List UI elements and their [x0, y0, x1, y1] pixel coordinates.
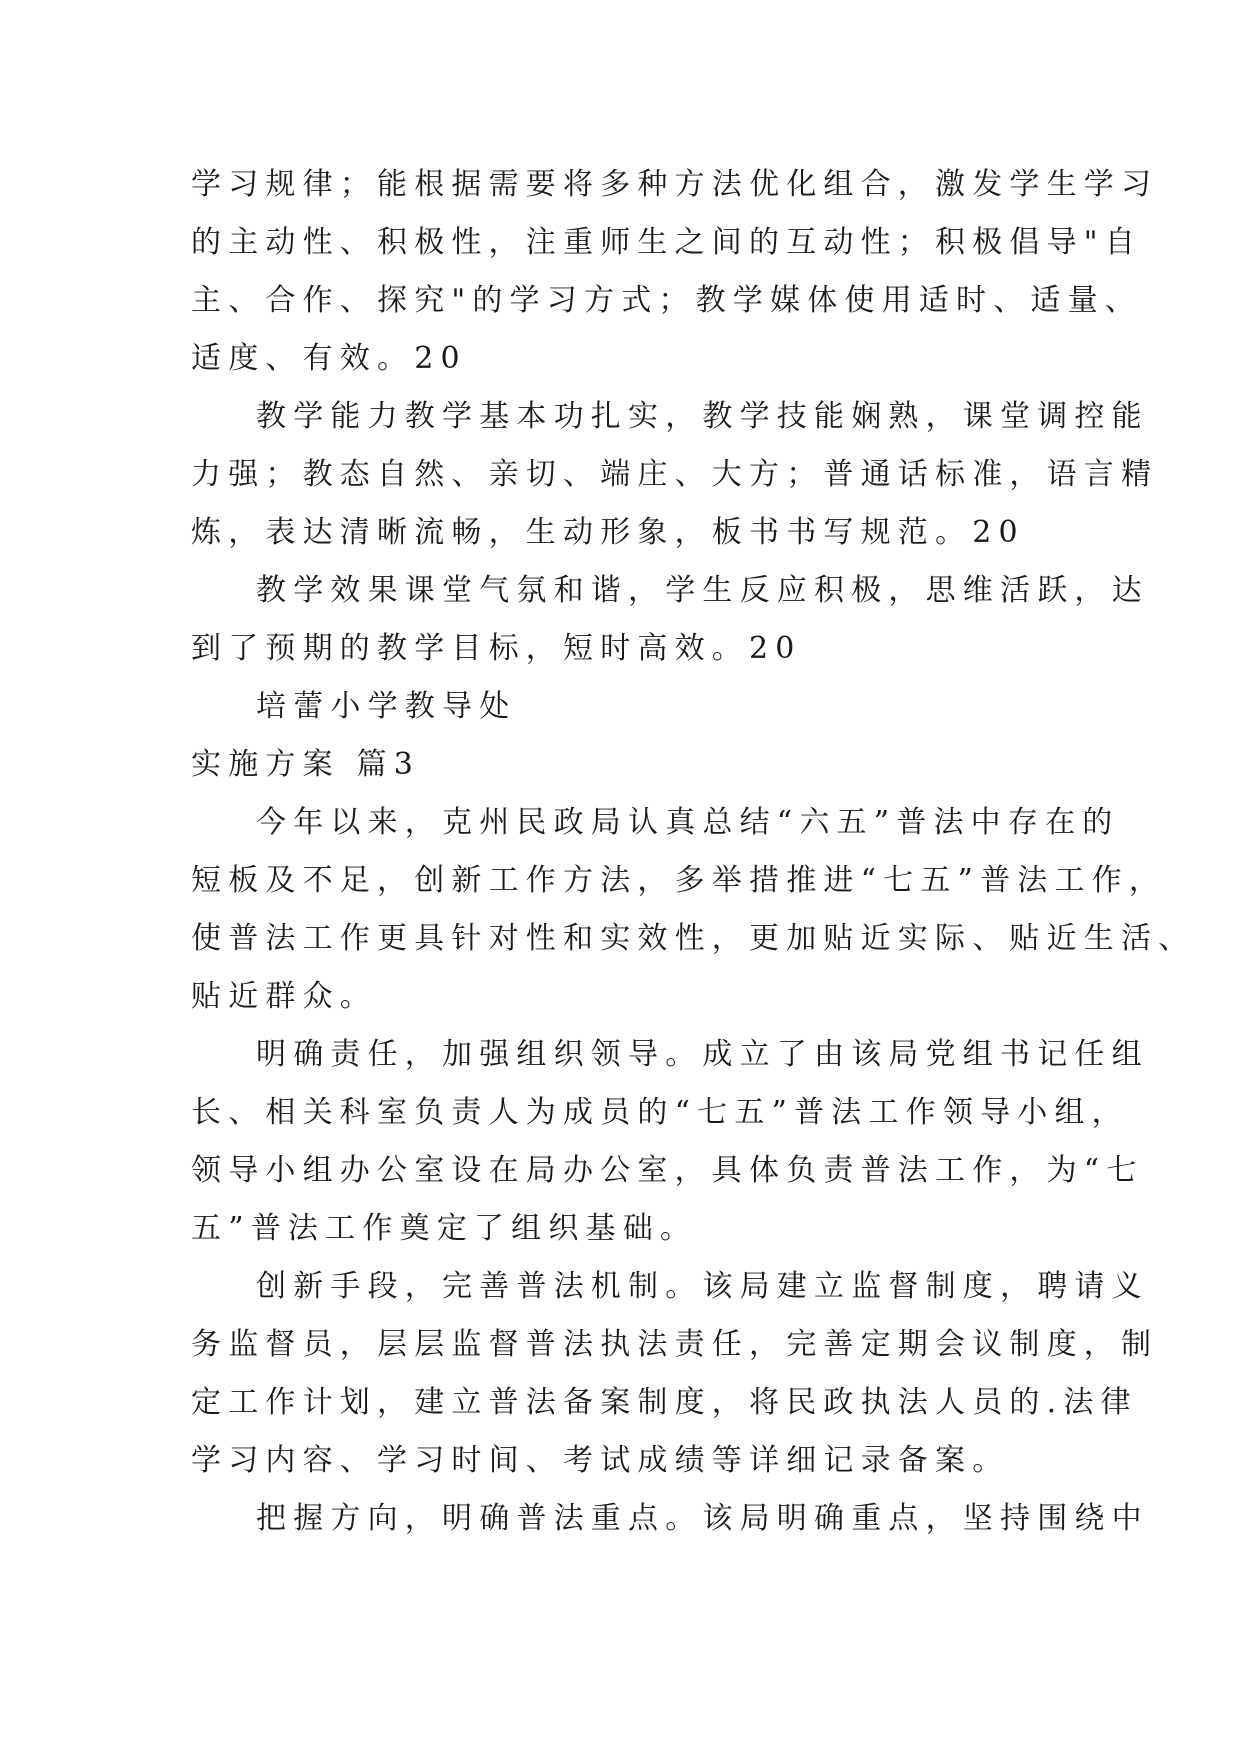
text-line: 学习规律；能根据需要将多种方法优化组合，激发学生学习 [191, 167, 1159, 202]
paragraph-start-line: 教学效果课堂气氛和谐，学生反应积极，思维活跃，达 [256, 573, 1149, 608]
text-line: 长、相关科室负责人为成员的“七五”普法工作领导小组， [191, 1095, 1129, 1130]
section-heading: 实施方案 篇3 [191, 747, 421, 782]
text-line: 务监督员，层层监督普法执法责任，完善定期会议制度，制 [191, 1327, 1159, 1362]
paragraph-start-line: 明确责任，加强组织领导。成立了由该局党组书记任组 [256, 1037, 1149, 1072]
text-line: 使普法工作更具针对性和实效性，更加贴近实际、贴近生活、 [191, 921, 1196, 956]
paragraph-start-line: 教学能力教学基本功扎实，教学技能娴熟，课堂调控能 [256, 399, 1149, 434]
text-line: 适度、有效。20 [191, 341, 467, 376]
text-line: 五”普法工作奠定了组织基础。 [191, 1211, 698, 1246]
text-line: 的主动性、积极性，注重师生之间的互动性；积极倡导"自 [191, 225, 1142, 260]
text-line: 主、合作、探究"的学习方式；教学媒体使用适时、适量、 [191, 283, 1142, 318]
text-line: 贴近群众。 [191, 979, 377, 1014]
text-line: 定工作计划，建立普法备案制度，将民政执法人员的.法律 [191, 1385, 1138, 1420]
text-line: 到了预期的教学目标，短时高效。20 [191, 631, 802, 666]
paragraph-start-line: 创新手段，完善普法机制。该局建立监督制度，聘请义 [256, 1269, 1149, 1304]
text-line: 炼，表达清晰流畅，生动形象，板书书写规范。20 [191, 515, 1025, 550]
text-line: 力强；教态自然、亲切、端庄、大方；普通话标准，语言精 [191, 457, 1159, 492]
paragraph-start-line: 把握方向，明确普法重点。该局明确重点，坚持围绕中 [256, 1501, 1149, 1536]
text-line: 领导小组办公室设在局办公室，具体负责普法工作，为“七 [191, 1153, 1144, 1188]
signature-line: 培蕾小学教导处 [256, 689, 517, 724]
text-line: 学习内容、学习时间、考试成绩等详细记录备案。 [191, 1443, 1010, 1478]
paragraph-start-line: 今年以来，克州民政局认真总结“六五”普法中存在的 [256, 805, 1120, 840]
text-line: 短板及不足，创新工作方法，多举措推进“七五”普法工作， [191, 863, 1167, 898]
